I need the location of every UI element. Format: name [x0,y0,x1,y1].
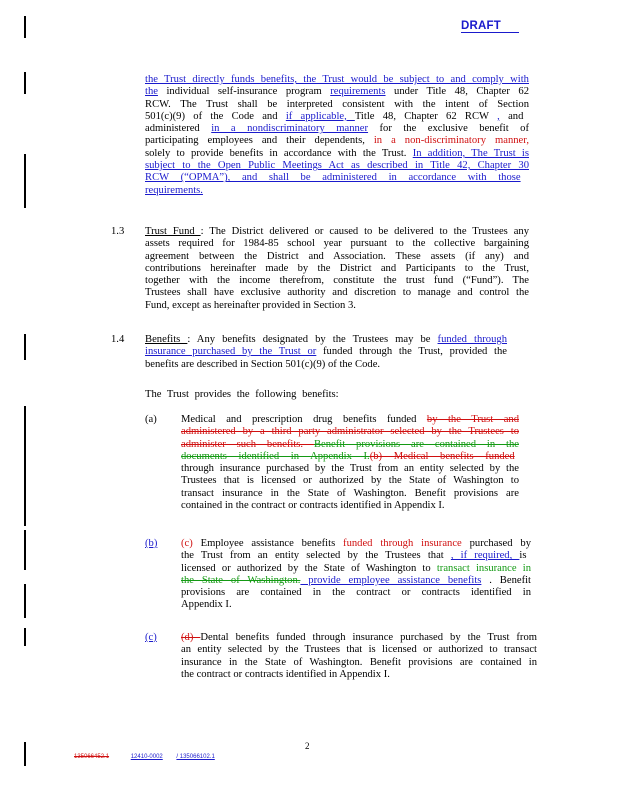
text-line [181,599,531,611]
text-run: insurance in the State of Washington. Benefit provisions are contained in [181,656,537,668]
item-label: (a) [145,414,157,425]
text-run: an entity selected by the Trustees that is licensed or authorized to transact [181,644,537,656]
text-run: : Any benefits designated by the Trustees may be [187,334,438,345]
section-benefits [145,334,507,371]
text-run: funded through [437,334,507,345]
text-line [145,160,529,172]
text-line [181,475,519,487]
text-line [145,287,529,299]
text-run: provisions are contained in the contract or contracts identified in [181,587,531,599]
text-run: transact insurance in [436,562,532,574]
text-run: is [519,550,527,562]
text-line [181,500,519,512]
change-bar [24,584,26,618]
document-footer [74,754,215,760]
text-line [145,99,529,111]
change-bar [24,530,26,570]
text-run: licensed or authorized by the State of Washington to [181,562,437,574]
item-employee-assistance [181,538,531,612]
text-run: . Benefit [481,574,531,586]
text-run: : The District delivered or caused to be delivered to the Trustees any [200,226,529,237]
text-run: for the exclusive benefit of [368,123,530,135]
text-line [181,439,519,451]
text-run: requirements. [145,184,203,196]
text-run: 501(c)(9) of the Code and [145,110,286,122]
text-line [181,426,519,438]
text-run: if applicable, [285,110,355,122]
text-line [145,359,507,371]
item-label: (b) [145,538,158,549]
text-run: provide employee assistance benefits [300,574,482,586]
text-run: benefits are described in Section 501(c)(9) of the Code. [145,358,381,370]
text-run: transact insurance in the State of Washington. Benefit provisions are [181,487,519,499]
text-run: subject to the Open Public Meetings Act as described in Title 42, Chapter 30 [145,160,529,172]
text-line [145,172,529,184]
text-run: documents identified in Appendix I. [181,450,370,462]
text-run: purchased by [461,538,531,549]
text-run: under Title 48, Chapter 62 [385,86,529,98]
text-line [145,300,529,312]
text-run: solely to provide benefits in accordance with the Trust. [145,147,413,159]
text-run: (b) Medical benefits funded [369,450,515,462]
text-run: funded through the Trust, provided the [316,346,507,358]
text-run: and [499,110,524,122]
text-run: administer such benefits. [181,438,314,450]
draft-label: DRAFT [461,20,519,33]
text-line [145,135,529,147]
text-run: RCW. The Trust shall be interpreted consistent with the intent of Section [145,98,529,110]
item-medical-benefits [181,414,519,512]
change-bar [24,16,26,38]
section-number: 1.4 [111,334,125,345]
text-run: in a non-discriminatory manner, [373,135,529,147]
text-run: the Trust directly funds benefits, the Trust would be subject to and comply with [145,74,529,85]
footer-doc-id-new: / 135066102.1 [176,754,215,760]
text-run: through insurance purchased by the Trust from an entity selected by the [181,463,519,475]
section-number: 1.3 [111,226,125,237]
page-number: 2 [305,741,310,751]
change-bar [24,334,26,360]
text-line [145,275,529,287]
text-run: participating employees and their dependents, [145,135,374,147]
text-line [145,263,529,275]
text-run: Medical and prescription drug benefits funded [181,414,427,425]
text-run: Appendix I. [181,599,232,611]
text-run: administered [145,123,212,135]
text-run: Dental benefits funded through insurance purchased by the Trust from [200,632,537,643]
text-run: Title 48, Chapter 62 RCW [354,110,498,122]
section-trust-fund [145,226,529,312]
text-line [145,346,507,358]
item-dental-benefits [181,632,537,681]
text-run: (c) [181,538,193,549]
text-run: insurance purchased by the Trust or [145,346,317,358]
text-line [181,451,519,463]
text-run: requirements [330,86,386,98]
text-line [181,488,519,500]
text-run: the Trust from an entity selected by the Trustees that [181,550,451,562]
text-run: Trust Fund [145,226,201,237]
footer-client-matter: 12410-0002 [130,754,163,760]
text-line [181,563,531,575]
text-run: Trustees shall have exclusive authority and discretion to manage and control the [145,287,529,299]
paragraph-continued [145,74,529,197]
text-line [181,575,531,587]
text-line [181,644,537,656]
text-run: individual self-insurance program [157,86,331,98]
change-bar [24,406,26,526]
text-run: funded through insurance [343,538,462,549]
text-line [181,538,531,550]
text-line [181,587,531,599]
item-label: (c) [145,632,157,643]
text-line [145,123,529,135]
text-run: , if required, [450,550,520,562]
text-run: the State of Washington. [181,574,301,586]
text-run: (d) [181,632,201,643]
text-line [181,463,519,475]
text-run: , [497,110,500,122]
footer-doc-id-old: 135066452.1 [74,754,110,760]
text-line [145,86,529,98]
text-run: assets required for 1984-85 school year pursuant to the collective bargaining [145,238,529,250]
text-run: Fund, except as hereinafter provided in Section 3. [145,299,356,311]
text-run: agreement between the District and Association. These assets (if any) and [145,250,529,262]
text-run: Benefit provisions are contained in the [313,438,519,450]
text-line [145,238,529,250]
text-line [145,148,529,160]
change-bar [24,72,26,94]
text-run: administered by a third party administrator selected by the Trustees to [181,426,519,438]
text-run: Trustees that is licensed or authorized by the State of Washington to [181,475,519,487]
text-run: together with the income therefrom, constitute the trust fund (“Fund”). The [145,275,529,287]
text-line [145,334,507,346]
text-run: contributions hereinafter made by the District and Participants to the Trust, [145,262,529,274]
text-run: in a nondiscriminatory manner [211,123,369,135]
text-line [181,632,537,644]
text-run: In addition, The Trust is [412,147,529,159]
text-line [145,226,529,238]
text-run: the [145,86,158,98]
text-line [145,74,529,86]
text-line [145,251,529,263]
text-line [181,657,537,669]
change-bar [24,742,26,766]
text-line [181,414,519,426]
text-run: Employee assistance benefits [192,538,344,549]
benefits-intro: The Trust provides the following benefits: [145,389,339,400]
text-line [145,111,529,123]
change-bar [24,154,26,208]
text-run: Benefits [145,334,188,345]
change-bar [24,628,26,646]
text-run: by the Trust and [426,414,519,425]
text-run: the contract or contracts identified in Appendix I. [181,668,390,680]
text-run: RCW (“OPMA”), and shall be administered in accordance with those [145,172,521,184]
text-run: contained in the contract or contracts identified in Appendix I. [181,500,445,512]
text-line [181,550,531,562]
text-line [181,669,537,681]
text-line [145,185,529,197]
